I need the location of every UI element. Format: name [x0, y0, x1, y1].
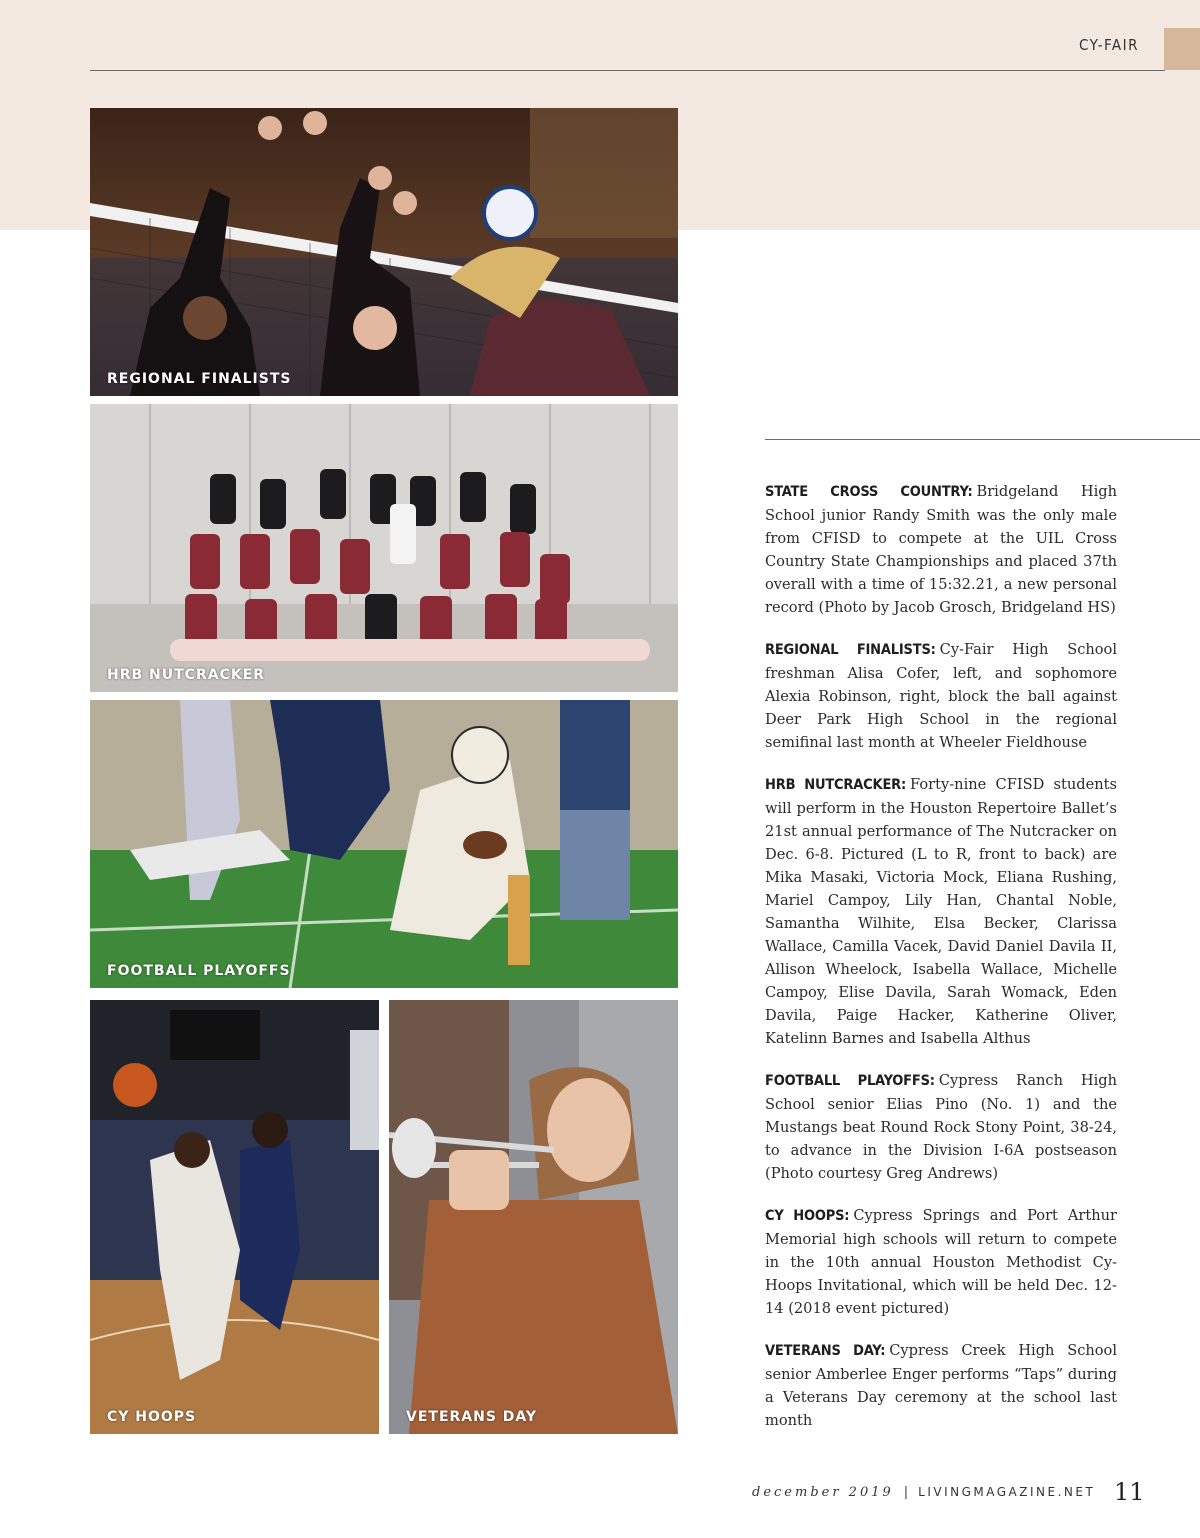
issue-date: december 2019 — [752, 1485, 894, 1500]
caption-text: Cypress Creek High School senior Amberlee Enger performs “Taps” during a Veterans Day ceremony at the school last month — [765, 1342, 1117, 1429]
photo-label: REGIONAL FINALISTS — [107, 371, 292, 387]
page-footer — [752, 1485, 1096, 1500]
photo-label: CY HOOPS — [107, 1409, 197, 1425]
caption-text: Cypress Ranch High School senior Elias Pino (No. 1) and the Mustangs beat Round Rock Stony Point, 38-24, to advance in the Division I-6A postseason (Photo courtesy Greg Andrews) — [765, 1072, 1117, 1182]
captions-column — [765, 480, 1117, 1451]
photo-label: FOOTBALL PLAYOFFS — [107, 963, 291, 979]
section-tab — [1164, 28, 1200, 70]
photo-cy-hoops — [90, 1000, 379, 1434]
caption-title: FOOTBALL PLAYOFFS: — [765, 1073, 935, 1089]
trumpet-image — [389, 1000, 678, 1434]
football-image — [90, 700, 678, 988]
caption-text: Cypress Springs and Port Arthur Memorial high schools will return to compete in the 10th annual Houston Methodist Cy-Hoops Invitational, which will be held Dec. 12-14 (2018 event pictured) — [765, 1207, 1117, 1317]
caption-title: STATE CROSS COUNTRY: — [765, 484, 973, 500]
caption-title: HRB NUTCRACKER: — [765, 777, 907, 793]
photo-football-playoffs — [90, 700, 678, 988]
caption-regional-finalists — [765, 638, 1117, 754]
photo-hrb-nutcracker — [90, 404, 678, 692]
page-number: 11 — [1114, 1478, 1145, 1506]
caption-title: CY HOOPS: — [765, 1208, 850, 1224]
caption-veterans-day — [765, 1339, 1117, 1432]
ballet-image — [90, 404, 678, 692]
photo-label: HRB NUTCRACKER — [107, 667, 266, 683]
photo-regional-finalists — [90, 108, 678, 396]
section-label: CY-FAIR — [1079, 36, 1139, 54]
basketball-image — [90, 1000, 379, 1434]
caption-hrb-nutcracker — [765, 773, 1117, 1050]
caption-text: Bridgeland High School junior Randy Smith was the only male from CFISD to compete at the UIL Cross Country State Championships and placed 37th overall with a time of 15:32.21, a new personal record (Photo by Jacob Grosch, Bridgeland HS) — [765, 483, 1117, 616]
website-link[interactable]: LIVINGMAGAZINE.NET — [918, 1485, 1096, 1499]
volleyball-image — [90, 108, 678, 396]
footer-separator: | — [903, 1485, 909, 1500]
caption-cy-hoops — [765, 1204, 1117, 1320]
caption-text: Forty-nine CFISD students will perform in the Houston Repertoire Ballet’s 21st annual performance of The Nutcracker on Dec. 6-8. Pictured (L to R, front to back) are Mika Masaki, Victoria Mock, Eliana Rushing, Mariel Campoy, Lily Han, Chantal Noble, Samantha Wilhite, Elsa Becker, Clarissa Wallace, Camilla Vacek, David Daniel Davila II, Allison Wheelock, Isabella Wallace, Michelle Campoy, Elise Davila, Sarah Womack, Eden Davila, Paige Hacker, Katherine Oliver, Katelinn Barnes and Isabella Althus — [765, 776, 1118, 1047]
caption-football-playoffs — [765, 1069, 1117, 1185]
caption-state-cross-country — [765, 480, 1117, 619]
photo-veterans-day — [389, 1000, 678, 1434]
header-rule — [90, 70, 1165, 71]
caption-title: REGIONAL FINALISTS: — [765, 642, 936, 658]
caption-text: Cy-Fair High School freshman Alisa Cofer, left, and sophomore Alexia Robinson, right, block the ball against Deer Park High School in the regional semifinal last month at Wheeler Fieldhouse — [765, 641, 1118, 751]
captions-rule — [765, 439, 1200, 440]
photo-label: VETERANS DAY — [406, 1409, 538, 1425]
caption-title: VETERANS DAY: — [765, 1343, 886, 1359]
